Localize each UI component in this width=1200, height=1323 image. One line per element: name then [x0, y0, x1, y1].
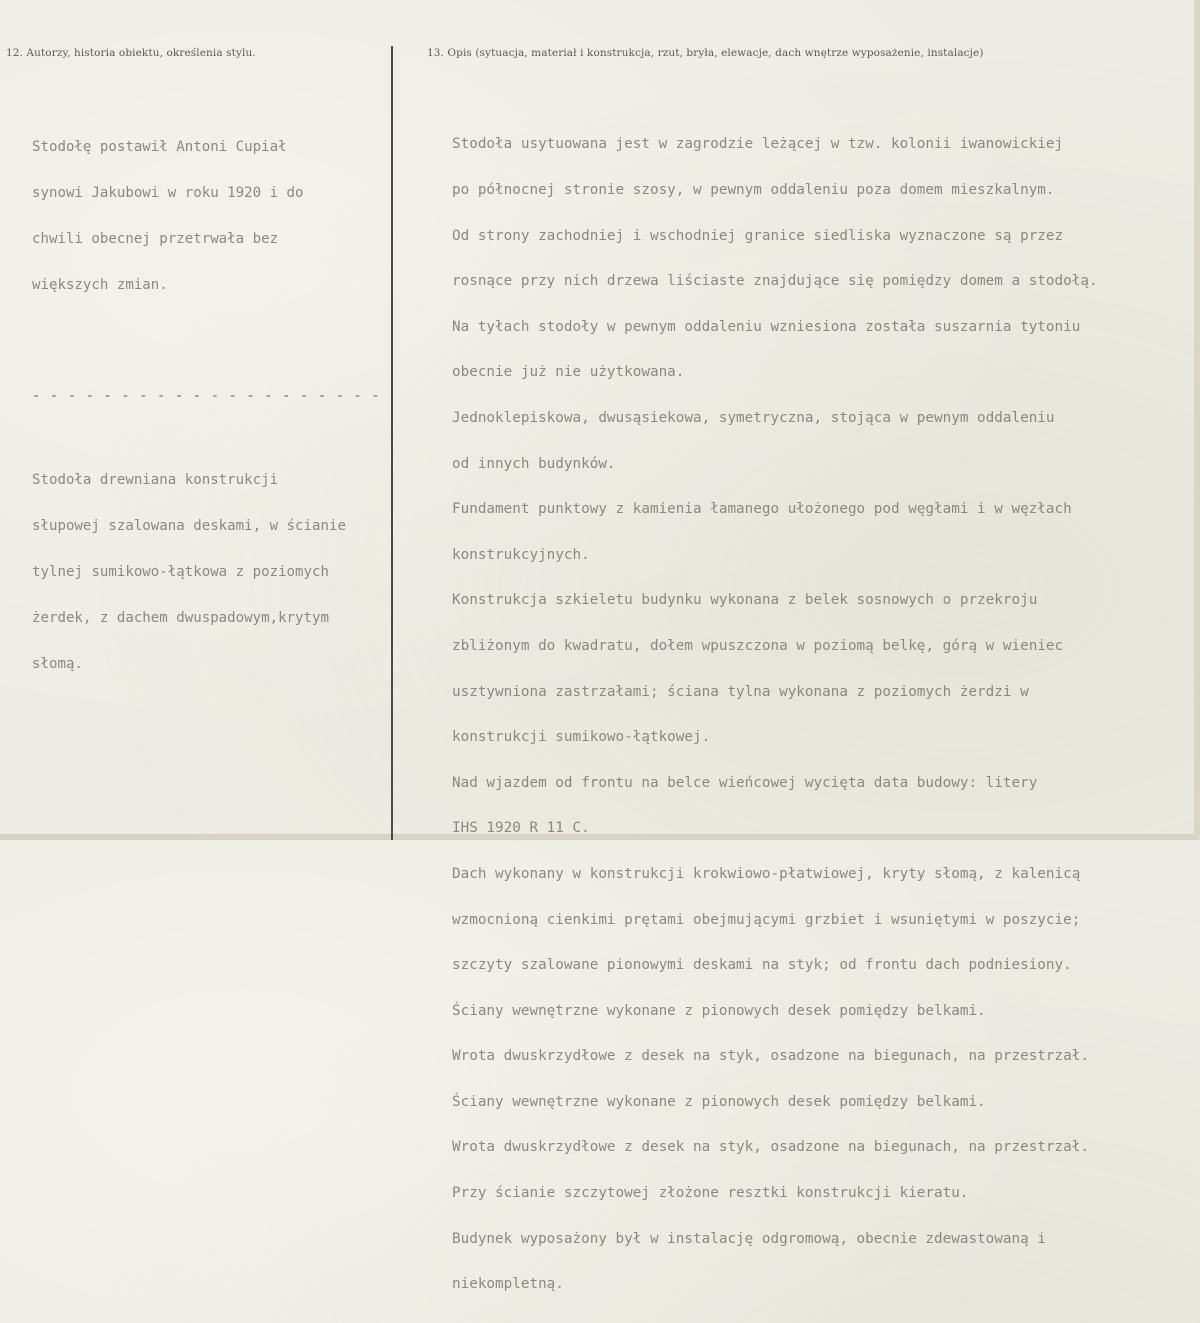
description-line: niekompletną. — [452, 1276, 564, 1293]
description-line: Przy ścianie szczytowej złożone resztki konstrukcji kieratu. — [452, 1185, 969, 1202]
style-line: tylnej sumikowo-łątkowa z poziomych — [32, 564, 329, 581]
description-line: rosnące przy nich drzewa liściaste znajdujące się pomiędzy domem a stodołą. — [452, 273, 1098, 290]
description-text — [452, 107, 1098, 1323]
description-line: Budynek wyposażony był w instalację odgromową, obecnie zdewastowaną i — [452, 1230, 1046, 1247]
description-line: Jednoklepiskowa, dwusąsiekowa, symetryczna, stojąca w pewnym oddaleniu — [452, 409, 1055, 426]
description-line: usztywniona zastrzałami; ściana tylna wykonana z poziomych żerdzi w — [452, 683, 1029, 700]
history-line: chwili obecnej przetrwała bez — [32, 231, 279, 248]
description-line: Konstrukcja szkieletu budynku wykonana z belek sosnowych o przekroju — [452, 592, 1038, 609]
field-13-header: 13. Opis (sytuacja, materiał i konstrukcja, rzut, bryła, elewacje, dach wnętrze wyposażenie, instalacje) — [427, 47, 984, 59]
field-12-header: 12. Autorzy, historia obiektu, określenia stylu. — [6, 47, 256, 59]
description-line: Wrota dwuskrzydłowe z desek na styk, osadzone na biegunach, na przestrzał. — [452, 1048, 1089, 1065]
description-line: Ściany wewnętrzne wykonane z pionowych desek pomiędzy belkami. — [452, 1093, 986, 1110]
description-line: szczyty szalowane pionowymi deskami na styk; od frontu dach podniesiony. — [452, 957, 1072, 974]
description-line: zbliżonym do kwadratu, dołem wpuszczona w poziomą belkę, górą w wieniec — [452, 637, 1064, 654]
description-line: po północnej stronie szosy, w pewnym oddaleniu poza domem mieszkalnym. — [452, 182, 1055, 198]
history-line: synowi Jakubowi w roku 1920 i do — [32, 185, 304, 202]
description-line: Na tyłach stodoły w pewnym oddaleniu wzniesiona została suszarnia tytoniu — [452, 318, 1081, 335]
history-line: większych zmian. — [32, 277, 168, 294]
description-line: Wrota dwuskrzydłowe z desek na styk, osadzone na biegunach, na przestrzał. — [452, 1139, 1089, 1156]
style-line: żerdek, z dachem dwuspadowym,krytym — [32, 610, 329, 627]
description-line: Dach wykonany w konstrukcji krokwiowo-płatwiowej, kryty słomą, z kalenicą — [452, 865, 1081, 882]
description-line: konstrukcyjnych. — [452, 546, 590, 563]
description-line: IHS 1920 R 11 C. — [452, 820, 590, 837]
description-line: Fundament punktowy z kamienia łamanego ułożonego pod węgłami i w węzłach — [452, 501, 1072, 518]
style-line: słupowej szalowana deskami, w ścianie — [32, 518, 346, 535]
description-line: od innych budynków. — [452, 455, 616, 472]
description-line: Ściany wewnętrzne wykonane z pionowych desek pomiędzy belkami. — [452, 1002, 986, 1019]
history-line: Stodołę postawił Antoni Cupiał — [32, 139, 287, 156]
style-line: Stodoła drewniana konstrukcji — [32, 472, 279, 489]
description-line: wzmocnioną cienkimi prętami obejmującymi grzbiet i wsuniętymi w poszycie; — [452, 911, 1081, 928]
column-divider — [391, 46, 393, 840]
description-line: obecnie już nie użytkowana. — [452, 364, 685, 381]
description-line: Nad wjazdem od frontu na belce wieńcowej wycięta data budowy: litery — [452, 774, 1038, 791]
description-line: konstrukcji sumikowo-łątkowej. — [452, 729, 711, 746]
description-line: Od strony zachodniej i wschodniej granice siedliska wyznaczone są przez — [452, 227, 1064, 244]
description-line: Stodoła usytuowana jest w zagrodzie leżącej w tzw. kolonii iwanowickiej — [452, 136, 1064, 153]
style-text — [32, 443, 346, 703]
dashed-separator: - - - - - - - - - - - - - - - - - - - - — [32, 388, 381, 404]
history-text — [32, 110, 304, 324]
style-line: słomą. — [32, 656, 83, 673]
